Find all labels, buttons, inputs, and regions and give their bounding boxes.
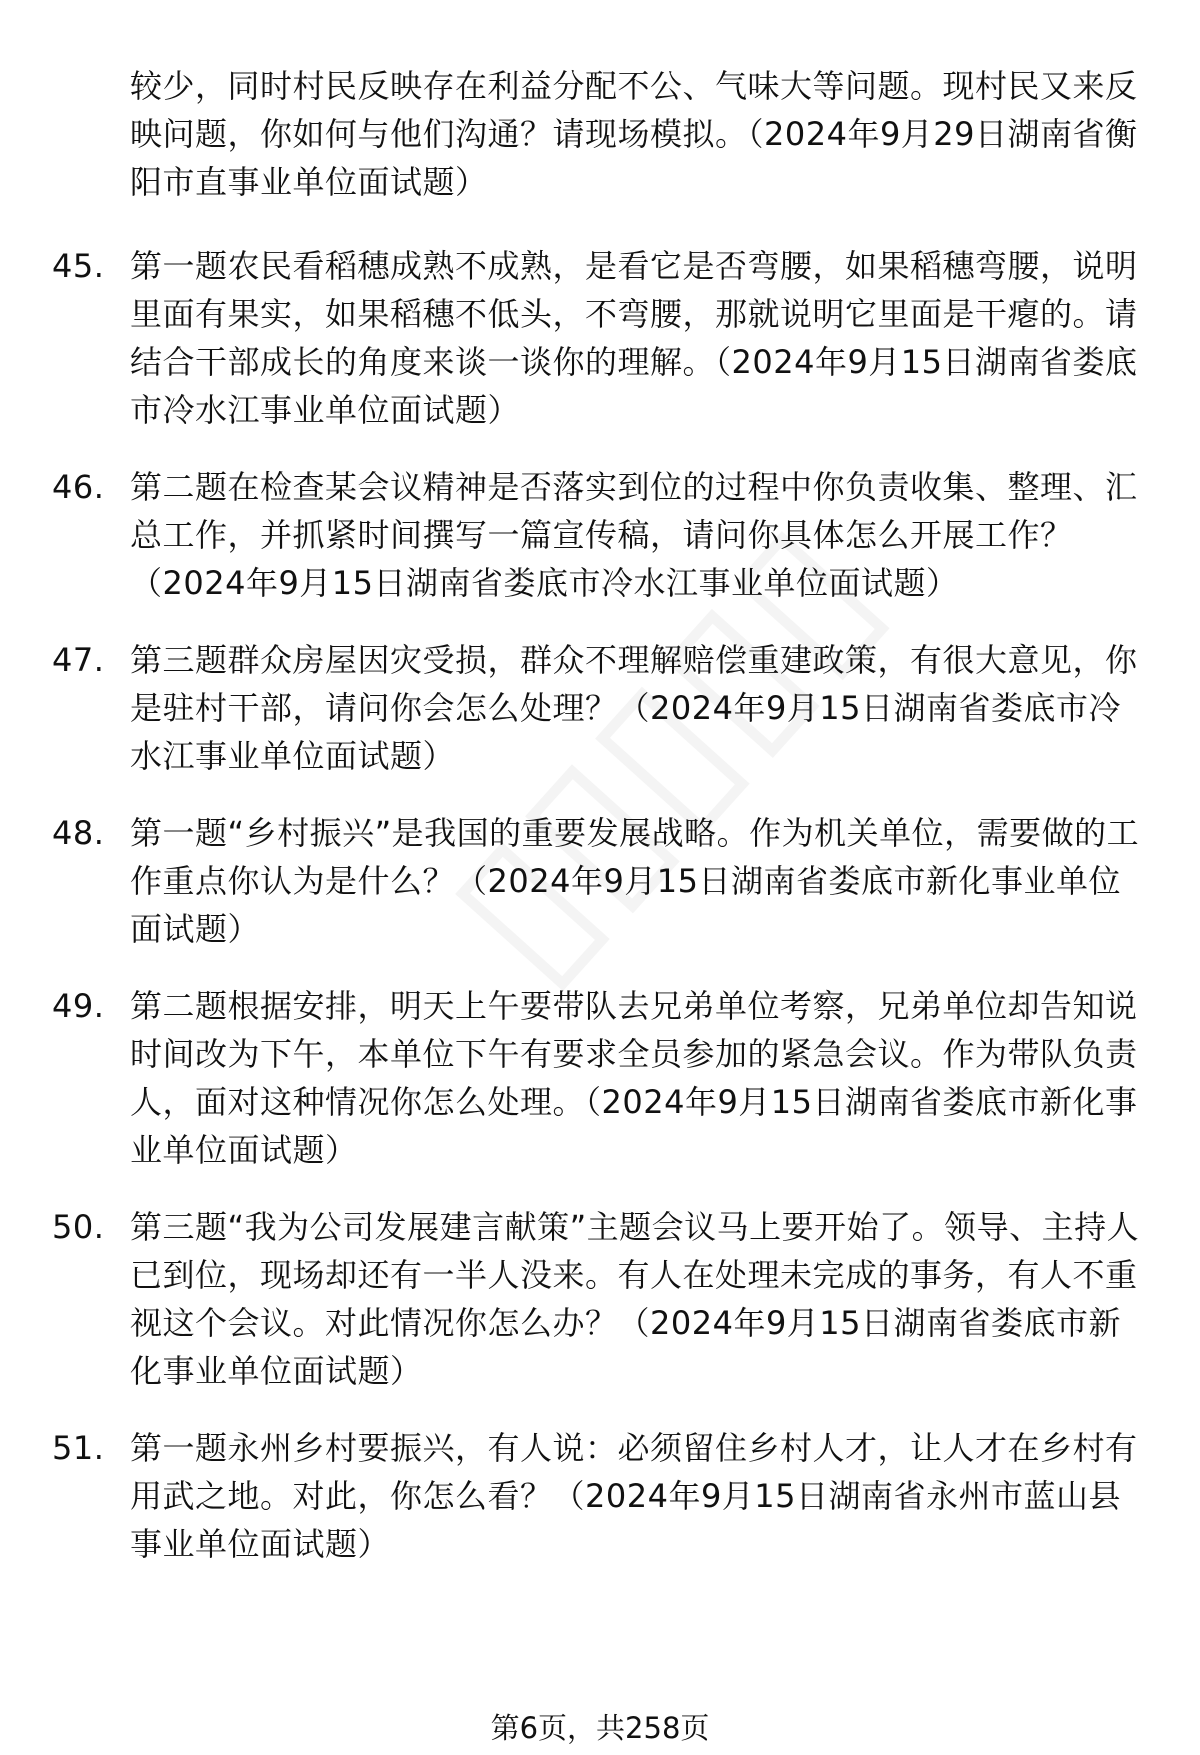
question-text: 第二题在检查某会议精神是否落实到位的过程中你负责收集、整理、汇总工作，并抓紧时间撰写一篇宣传稿，请问你具体怎么开展工作？（2024年9月15日湖南省娄底市冷水江事业单位面试题）	[130, 468, 1138, 602]
question-item	[0, 982, 1200, 1174]
question-number: 50.	[52, 1208, 105, 1246]
question-item	[0, 636, 1200, 780]
question-item	[0, 242, 1200, 434]
question-number: 49.	[52, 987, 105, 1025]
question-item	[0, 463, 1200, 607]
question-number: 47.	[52, 641, 105, 679]
question-text: 第一题“乡村振兴”是我国的重要发展战略。作为机关单位，需要做的工作重点你认为是什么？（2024年9月15日湖南省娄底市新化事业单位面试题）	[130, 814, 1140, 948]
question-item	[0, 809, 1200, 953]
question-text: 第二题根据安排，明天上午要带队去兄弟单位考察，兄弟单位却告知说时间改为下午，本单位下午有要求全员参加的紧急会议。作为带队负责人，面对这种情况你怎么处理。（2024年9月15日湖南省娄底市新化事业单位面试题）	[130, 987, 1138, 1169]
question-item	[0, 1424, 1200, 1568]
question-item	[0, 1203, 1200, 1395]
continued-question-text: 较少，同时村民反映存在利益分配不公、气味大等问题。现村民又来反映问题，你如何与他们沟通？请现场模拟。（2024年9月29日湖南省衡阳市直事业单位面试题）	[130, 67, 1138, 201]
question-text: 第三题“我为公司发展建言献策”主题会议马上要开始了。领导、主持人已到位，现场却还有一半人没来。有人在处理未完成的事务，有人不重视这个会议。对此情况你怎么办？（2024年9月15日湖南省娄底市新化事业单位面试题）	[130, 1208, 1140, 1390]
question-text: 第一题永州乡村要振兴，有人说：必须留住乡村人才，让人才在乡村有用武之地。对此，你怎么看？（2024年9月15日湖南省永州市蓝山县事业单位面试题）	[130, 1429, 1138, 1563]
question-number: 48.	[52, 814, 105, 852]
question-list	[0, 242, 1200, 1597]
question-text: 第三题群众房屋因灾受损，群众不理解赔偿重建政策，有很大意见，你是驻村干部，请问你会怎么处理？（2024年9月15日湖南省娄底市冷水江事业单位面试题）	[130, 641, 1138, 775]
question-number: 45.	[52, 247, 105, 285]
page-footer: 第6页，共258页	[490, 1711, 710, 1745]
question-number: 51.	[52, 1429, 105, 1467]
question-text: 第一题农民看稻穗成熟不成熟，是看它是否弯腰，如果稻穗弯腰，说明里面有果实，如果稻穗不低头，不弯腰，那就说明它里面是干瘪的。请结合干部成长的角度来谈一谈你的理解。（2024年9月15日湖南省娄底市冷水江事业单位面试题）	[130, 247, 1138, 429]
question-number: 46.	[52, 468, 105, 506]
